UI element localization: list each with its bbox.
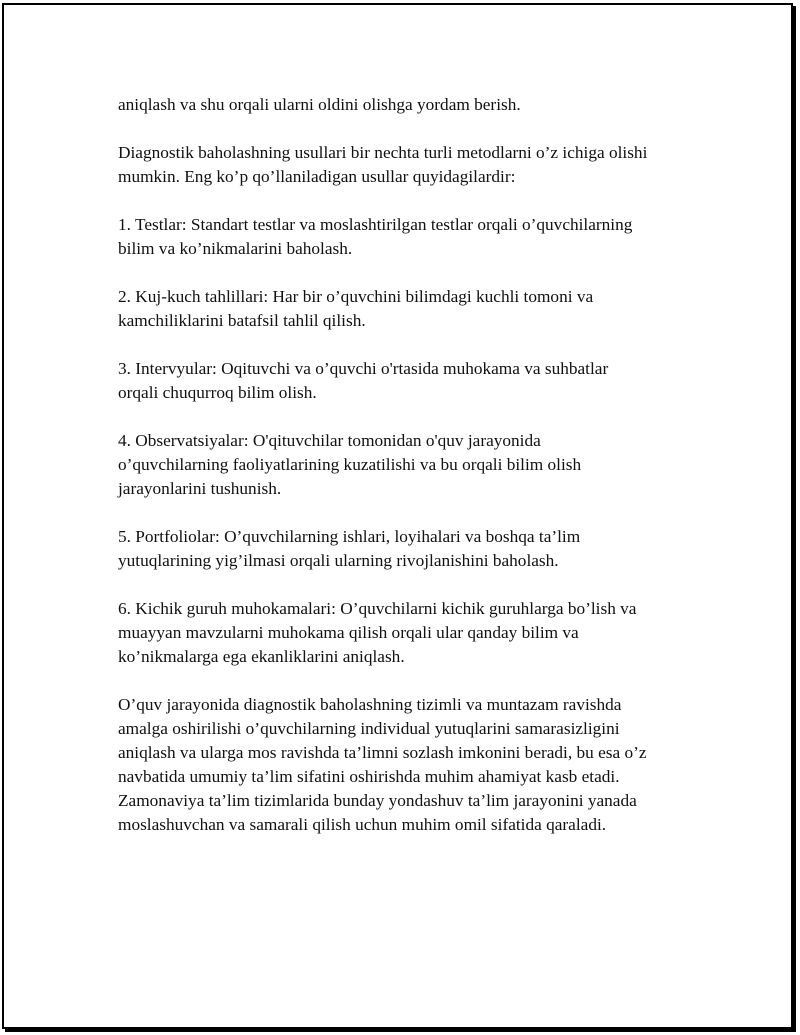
text-line: aniqlash va shu orqali ularni oldini olishga yordam berish. — [118, 95, 521, 114]
text-line: 1. Testlar: Standart testlar va moslashtirilgan testlar orqali o’quvchilarning — [118, 215, 633, 234]
text-line: ko’nikmalarga ega ekanliklarini aniqlash. — [118, 647, 405, 666]
list-item-observations — [118, 429, 698, 501]
text-line: Diagnostik baholashning usullari bir nechta turli metodlarni o’z ichiga olishi — [118, 143, 648, 162]
text-line: jarayonlarini tushunish. — [118, 479, 282, 498]
list-item-interviews — [118, 357, 698, 405]
text-line: aniqlash va ularga mos ravishda ta’limni sozlash imkonini beradi, bu esa o’z — [118, 743, 647, 762]
text-line: amalga oshirilishi o’quvchilarning individual yutuqlarini samarasizligini — [118, 719, 620, 738]
text-line: moslashuvchan va samarali qilish uchun muhim omil sifatida qaraladi. — [118, 815, 607, 834]
text-line: 4. Observatsiyalar: O'qituvchilar tomonidan o'quv jarayonida — [118, 431, 541, 450]
text-line: kamchiliklarini batafsil tahlil qilish. — [118, 311, 366, 330]
text-line: navbatida umumiy ta’lim sifatini oshirishda muhim ahamiyat kasb etadi. — [118, 767, 620, 786]
text-line: 5. Portfoliolar: O’quvchilarning ishlari, loyihalari va boshqa ta’lim — [118, 527, 581, 546]
text-line: 3. Intervyular: Oqituvchi va o’quvchi o'rtasida muhokama va suhbatlar — [118, 359, 609, 378]
paragraph-intro-continuation — [118, 93, 698, 117]
text-line: O’quv jarayonida diagnostik baholashning tizimli va muntazam ravishda — [118, 695, 622, 714]
document-body — [118, 93, 698, 861]
text-line: muayyan mavzularni muhokama qilish orqali ular qanday bilim va — [118, 623, 579, 642]
text-line: 6. Kichik guruh muhokamalari: O’quvchilarni kichik guruhlarga bo’lish va — [118, 599, 637, 618]
paragraph-methods-intro — [118, 141, 698, 189]
text-line: o’quvchilarning faoliyatlarining kuzatilishi va bu orqali bilim olish — [118, 455, 582, 474]
list-item-tests — [118, 213, 698, 261]
list-item-group-discussions — [118, 597, 698, 669]
text-line: mumkin. Eng ko’p qo’llaniladigan usullar quyidagilardir: — [118, 167, 516, 186]
text-line: bilim va ko’nikmalarini baholash. — [118, 239, 353, 258]
list-item-portfolios — [118, 525, 698, 573]
text-line: 2. Kuj-kuch tahlillari: Har bir o’quvchini bilimdagi kuchli tomoni va — [118, 287, 594, 306]
text-line: Zamonaviya ta’lim tizimlarida bunday yondashuv ta’lim jarayonini yanada — [118, 791, 637, 810]
list-item-analysis — [118, 285, 698, 333]
text-line: yutuqlarining yig’ilmasi orqali ularning rivojlanishini baholash. — [118, 551, 559, 570]
text-line: orqali chuqurroq bilim olish. — [118, 383, 317, 402]
paragraph-conclusion — [118, 693, 698, 837]
